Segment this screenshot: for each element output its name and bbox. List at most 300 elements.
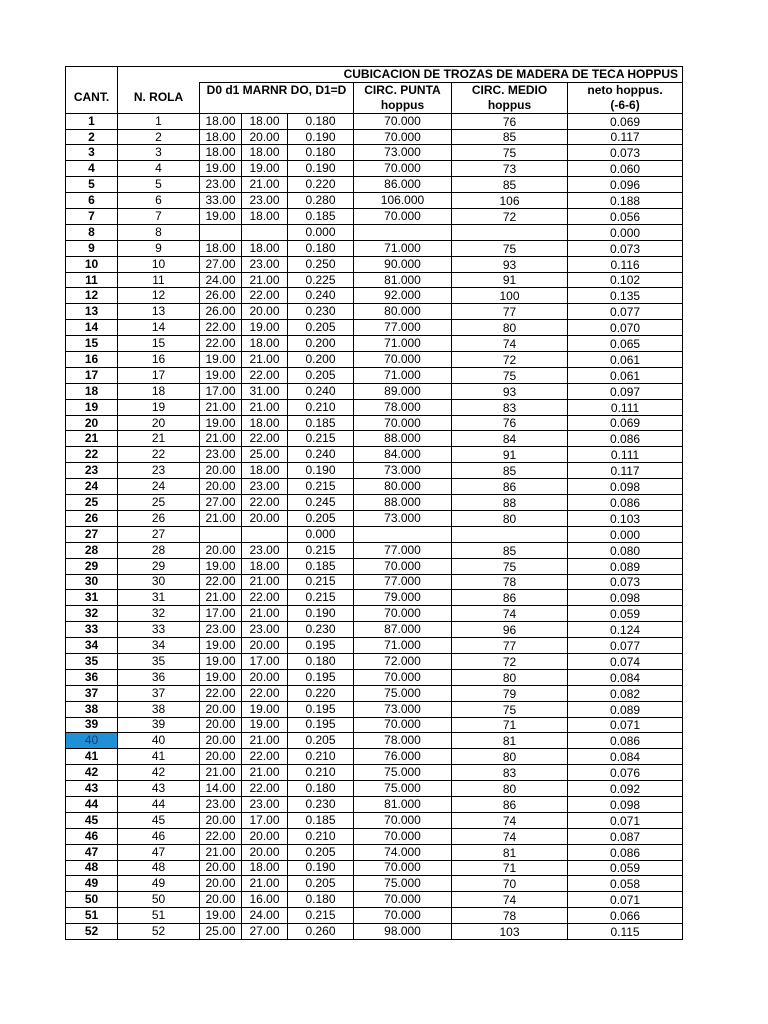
cell-neto[interactable]: 0.092 (568, 781, 683, 797)
cell-circ-medio[interactable]: 74 (452, 336, 568, 352)
cell-circ-medio[interactable]: 91 (452, 272, 568, 288)
cell-diam[interactable]: 0.215 (288, 908, 354, 924)
cell-d1[interactable]: 20.00 (242, 129, 288, 145)
cell-d0[interactable]: 19.00 (200, 669, 242, 685)
cell-circ-punta[interactable]: 70.000 (354, 669, 452, 685)
cell-cant[interactable]: 19 (66, 399, 118, 415)
cell-circ-medio[interactable]: 85 (452, 177, 568, 193)
cell-rola[interactable]: 30 (118, 574, 200, 590)
cell-diam[interactable]: 0.185 (288, 209, 354, 225)
cell-d1[interactable]: 27.00 (242, 924, 288, 940)
cell-cant[interactable]: 38 (66, 701, 118, 717)
cell-rola[interactable]: 39 (118, 717, 200, 733)
cell-circ-punta[interactable]: 71.000 (354, 367, 452, 383)
cell-diam[interactable]: 0.195 (288, 717, 354, 733)
cell-cant[interactable]: 34 (66, 638, 118, 654)
cell-neto[interactable]: 0.089 (568, 701, 683, 717)
cell-circ-medio[interactable]: 78 (452, 908, 568, 924)
cell-diam[interactable]: 0.215 (288, 542, 354, 558)
header-circ-punta-sub[interactable]: hoppus (354, 98, 452, 113)
cell-rola[interactable]: 33 (118, 622, 200, 638)
cell-circ-punta[interactable]: 75.000 (354, 685, 452, 701)
cell-rola[interactable]: 13 (118, 304, 200, 320)
cell-d1[interactable]: 22.00 (242, 431, 288, 447)
cell-neto[interactable]: 0.065 (568, 336, 683, 352)
cell-d1[interactable]: 21.00 (242, 352, 288, 368)
cell-circ-medio[interactable]: 71 (452, 717, 568, 733)
cell-d0[interactable]: 21.00 (200, 510, 242, 526)
cell-cant[interactable]: 6 (66, 193, 118, 209)
cell-d1[interactable]: 21.00 (242, 876, 288, 892)
cell-d1[interactable]: 22.00 (242, 590, 288, 606)
cell-d0[interactable]: 20.00 (200, 749, 242, 765)
cell-cant[interactable]: 52 (66, 924, 118, 940)
cell-cant[interactable]: 12 (66, 288, 118, 304)
cell-diam[interactable]: 0.195 (288, 638, 354, 654)
cell-neto[interactable]: 0.098 (568, 479, 683, 495)
cell-rola[interactable]: 16 (118, 352, 200, 368)
header-circ-medio-sub[interactable]: hoppus (452, 98, 568, 113)
cell-rola[interactable]: 44 (118, 796, 200, 812)
cell-circ-punta[interactable]: 70.000 (354, 352, 452, 368)
cell-circ-punta[interactable]: 70.000 (354, 209, 452, 225)
cell-circ-punta[interactable]: 80.000 (354, 304, 452, 320)
cell-d0[interactable]: 19.00 (200, 209, 242, 225)
cell-circ-medio[interactable]: 80 (452, 510, 568, 526)
cell-circ-punta[interactable]: 87.000 (354, 622, 452, 638)
cell-d0[interactable]: 19.00 (200, 638, 242, 654)
cell-cant[interactable]: 36 (66, 669, 118, 685)
cell-circ-punta[interactable]: 70.000 (354, 828, 452, 844)
cell-d1[interactable]: 23.00 (242, 479, 288, 495)
cell-d0[interactable]: 22.00 (200, 685, 242, 701)
cell-rola[interactable]: 52 (118, 924, 200, 940)
cell-rola[interactable]: 3 (118, 145, 200, 161)
cell-rola[interactable]: 21 (118, 431, 200, 447)
cell-circ-medio[interactable]: 72 (452, 653, 568, 669)
cell-d0[interactable]: 20.00 (200, 701, 242, 717)
cell-rola[interactable]: 50 (118, 892, 200, 908)
cell-cant[interactable]: 28 (66, 542, 118, 558)
cell-d0[interactable]: 20.00 (200, 717, 242, 733)
cell-neto[interactable]: 0.116 (568, 256, 683, 272)
cell-circ-punta[interactable]: 88.000 (354, 431, 452, 447)
cell-diam[interactable]: 0.260 (288, 924, 354, 940)
cell-circ-medio[interactable]: 80 (452, 669, 568, 685)
cell-cant[interactable]: 27 (66, 526, 118, 542)
cell-d0[interactable]: 17.00 (200, 606, 242, 622)
cell-d1[interactable]: 17.00 (242, 812, 288, 828)
cell-d1[interactable]: 20.00 (242, 638, 288, 654)
cell-neto[interactable]: 0.188 (568, 193, 683, 209)
cell-neto[interactable]: 0.056 (568, 209, 683, 225)
cell-neto[interactable]: 0.069 (568, 415, 683, 431)
cell-d0[interactable]: 19.00 (200, 352, 242, 368)
cell-rola[interactable]: 5 (118, 177, 200, 193)
cell-neto[interactable]: 0.098 (568, 590, 683, 606)
cell-d0[interactable]: 21.00 (200, 399, 242, 415)
sheet-title[interactable]: CUBICACION DE TROZAS DE MADERA DE TECA HOPPUS (200, 67, 683, 83)
cell-circ-medio[interactable]: 71 (452, 860, 568, 876)
header-rola[interactable]: N. ROLA (118, 82, 200, 113)
cell-circ-medio[interactable]: 73 (452, 161, 568, 177)
cell-neto[interactable]: 0.102 (568, 272, 683, 288)
cell-d0[interactable]: 20.00 (200, 892, 242, 908)
cell-neto[interactable]: 0.071 (568, 717, 683, 733)
cell-rola[interactable]: 28 (118, 542, 200, 558)
cell-d1[interactable]: 21.00 (242, 177, 288, 193)
cell-rola[interactable]: 48 (118, 860, 200, 876)
cell-diam[interactable]: 0.180 (288, 781, 354, 797)
cell-cant[interactable]: 30 (66, 574, 118, 590)
cell-rola[interactable]: 45 (118, 812, 200, 828)
cell-d0[interactable]: 26.00 (200, 304, 242, 320)
cell-circ-punta[interactable]: 77.000 (354, 574, 452, 590)
cell-circ-medio[interactable]: 80 (452, 749, 568, 765)
cell-circ-punta[interactable]: 71.000 (354, 336, 452, 352)
cell-cant[interactable]: 9 (66, 240, 118, 256)
cell-circ-medio[interactable]: 77 (452, 638, 568, 654)
cell-diam[interactable]: 0.185 (288, 558, 354, 574)
cell-rola[interactable]: 37 (118, 685, 200, 701)
cell-diam[interactable]: 0.250 (288, 256, 354, 272)
cell-d0[interactable]: 14.00 (200, 781, 242, 797)
cell-diam[interactable]: 0.205 (288, 733, 354, 749)
cell-d1[interactable]: 18.00 (242, 145, 288, 161)
cell-circ-medio[interactable]: 83 (452, 765, 568, 781)
cell-neto[interactable]: 0.073 (568, 574, 683, 590)
cell-cant[interactable]: 44 (66, 796, 118, 812)
cell-d0[interactable]: 22.00 (200, 574, 242, 590)
cell-neto[interactable]: 0.135 (568, 288, 683, 304)
cell-circ-punta[interactable]: 70.000 (354, 717, 452, 733)
cell-cant[interactable]: 31 (66, 590, 118, 606)
cell-diam[interactable]: 0.220 (288, 685, 354, 701)
cell-neto[interactable]: 0.097 (568, 383, 683, 399)
cell-d1[interactable]: 23.00 (242, 542, 288, 558)
cell-neto[interactable]: 0.124 (568, 622, 683, 638)
cell-circ-punta[interactable]: 78.000 (354, 733, 452, 749)
cell-rola[interactable]: 32 (118, 606, 200, 622)
cell-rola[interactable]: 9 (118, 240, 200, 256)
cell-circ-punta[interactable]: 70.000 (354, 113, 452, 129)
cell-rola[interactable]: 51 (118, 908, 200, 924)
cell-circ-medio[interactable]: 74 (452, 606, 568, 622)
header-neto-sub[interactable]: (-6-6) (568, 98, 683, 113)
cell-d1[interactable]: 18.00 (242, 336, 288, 352)
cell-circ-punta[interactable]: 79.000 (354, 590, 452, 606)
cell-d1[interactable]: 22.00 (242, 288, 288, 304)
blank-cell[interactable] (66, 67, 118, 83)
cell-cant[interactable]: 45 (66, 812, 118, 828)
cell-d1[interactable]: 20.00 (242, 828, 288, 844)
cell-rola[interactable]: 17 (118, 367, 200, 383)
cell-d1[interactable]: 23.00 (242, 796, 288, 812)
cell-circ-medio[interactable]: 93 (452, 256, 568, 272)
cell-d1[interactable]: 18.00 (242, 209, 288, 225)
cell-d1[interactable] (242, 224, 288, 240)
cell-rola[interactable]: 36 (118, 669, 200, 685)
cell-cant[interactable]: 46 (66, 828, 118, 844)
cell-d0[interactable]: 24.00 (200, 272, 242, 288)
cell-rola[interactable]: 49 (118, 876, 200, 892)
cell-circ-medio[interactable]: 75 (452, 701, 568, 717)
cell-circ-medio[interactable]: 76 (452, 415, 568, 431)
cell-circ-punta[interactable]: 70.000 (354, 558, 452, 574)
cell-diam[interactable]: 0.180 (288, 653, 354, 669)
cell-circ-medio[interactable]: 81 (452, 844, 568, 860)
cell-circ-medio[interactable]: 79 (452, 685, 568, 701)
cell-d0[interactable]: 23.00 (200, 622, 242, 638)
cell-diam[interactable]: 0.280 (288, 193, 354, 209)
cell-diam[interactable]: 0.220 (288, 177, 354, 193)
cell-circ-medio[interactable]: 100 (452, 288, 568, 304)
header-neto[interactable]: neto hoppus. (568, 82, 683, 97)
cell-circ-punta[interactable]: 73.000 (354, 145, 452, 161)
cell-neto[interactable]: 0.076 (568, 765, 683, 781)
cell-circ-punta[interactable]: 77.000 (354, 542, 452, 558)
cell-circ-punta[interactable]: 80.000 (354, 479, 452, 495)
cell-circ-punta[interactable]: 70.000 (354, 860, 452, 876)
cell-neto[interactable]: 0.059 (568, 606, 683, 622)
cell-d0[interactable]: 19.00 (200, 367, 242, 383)
cell-neto[interactable]: 0.070 (568, 320, 683, 336)
cell-neto[interactable]: 0.061 (568, 367, 683, 383)
cell-d0[interactable]: 21.00 (200, 431, 242, 447)
header-circ-medio[interactable]: CIRC. MEDIO (452, 82, 568, 97)
cell-circ-medio[interactable]: 75 (452, 240, 568, 256)
cell-diam[interactable]: 0.230 (288, 304, 354, 320)
cell-neto[interactable]: 0.111 (568, 399, 683, 415)
cell-circ-medio[interactable]: 84 (452, 431, 568, 447)
cell-diam[interactable]: 0.190 (288, 129, 354, 145)
cell-circ-medio[interactable]: 96 (452, 622, 568, 638)
cell-cant[interactable]: 15 (66, 336, 118, 352)
cell-circ-punta[interactable]: 86.000 (354, 177, 452, 193)
cell-diam[interactable]: 0.215 (288, 590, 354, 606)
cell-cant[interactable]: 33 (66, 622, 118, 638)
cell-d1[interactable]: 18.00 (242, 558, 288, 574)
cell-neto[interactable]: 0.061 (568, 352, 683, 368)
cell-rola[interactable]: 22 (118, 447, 200, 463)
cell-diam[interactable]: 0.185 (288, 812, 354, 828)
cell-d0[interactable]: 23.00 (200, 796, 242, 812)
cell-cant[interactable]: 17 (66, 367, 118, 383)
cell-d0[interactable]: 18.00 (200, 129, 242, 145)
cell-d0[interactable]: 20.00 (200, 812, 242, 828)
cell-cant[interactable]: 42 (66, 765, 118, 781)
cell-circ-punta[interactable]: 90.000 (354, 256, 452, 272)
cell-circ-punta[interactable]: 70.000 (354, 415, 452, 431)
cell-circ-medio[interactable]: 74 (452, 812, 568, 828)
cell-cant[interactable]: 50 (66, 892, 118, 908)
cell-circ-punta[interactable]: 75.000 (354, 765, 452, 781)
cell-d1[interactable]: 18.00 (242, 463, 288, 479)
cell-circ-medio[interactable]: 80 (452, 781, 568, 797)
cell-diam[interactable]: 0.190 (288, 463, 354, 479)
cell-circ-medio[interactable]: 85 (452, 463, 568, 479)
cell-diam[interactable]: 0.230 (288, 622, 354, 638)
cell-rola[interactable]: 7 (118, 209, 200, 225)
cell-cant[interactable]: 18 (66, 383, 118, 399)
cell-cant[interactable]: 23 (66, 463, 118, 479)
cell-circ-medio[interactable]: 78 (452, 574, 568, 590)
cell-d0[interactable] (200, 526, 242, 542)
cell-d1[interactable]: 19.00 (242, 161, 288, 177)
cell-neto[interactable]: 0.080 (568, 542, 683, 558)
cell-rola[interactable]: 11 (118, 272, 200, 288)
cell-diam[interactable]: 0.200 (288, 336, 354, 352)
cell-diam[interactable]: 0.240 (288, 447, 354, 463)
cell-circ-medio[interactable]: 76 (452, 113, 568, 129)
cell-neto[interactable]: 0.066 (568, 908, 683, 924)
cell-circ-punta[interactable]: 72.000 (354, 653, 452, 669)
cell-neto[interactable]: 0.086 (568, 844, 683, 860)
cell-d0[interactable]: 22.00 (200, 336, 242, 352)
cell-circ-punta[interactable]: 73.000 (354, 510, 452, 526)
cell-d0[interactable]: 21.00 (200, 844, 242, 860)
cell-diam[interactable]: 0.000 (288, 526, 354, 542)
cell-diam[interactable]: 0.000 (288, 224, 354, 240)
cell-d0[interactable]: 20.00 (200, 733, 242, 749)
cell-circ-punta[interactable] (354, 224, 452, 240)
cell-cant[interactable]: 2 (66, 129, 118, 145)
cell-rola[interactable]: 23 (118, 463, 200, 479)
cell-circ-medio[interactable]: 74 (452, 892, 568, 908)
cell-d1[interactable]: 19.00 (242, 717, 288, 733)
cell-rola[interactable]: 15 (118, 336, 200, 352)
cell-rola[interactable]: 40 (118, 733, 200, 749)
cell-neto[interactable]: 0.086 (568, 495, 683, 511)
cell-d1[interactable] (242, 526, 288, 542)
cell-d1[interactable]: 22.00 (242, 749, 288, 765)
blank-cell[interactable] (200, 98, 354, 113)
cell-circ-punta[interactable]: 92.000 (354, 288, 452, 304)
cell-diam[interactable]: 0.195 (288, 701, 354, 717)
cell-d0[interactable]: 22.00 (200, 320, 242, 336)
cell-diam[interactable]: 0.210 (288, 399, 354, 415)
cell-diam[interactable]: 0.215 (288, 479, 354, 495)
cell-cant[interactable]: 48 (66, 860, 118, 876)
cell-diam[interactable]: 0.195 (288, 669, 354, 685)
cell-diam[interactable]: 0.180 (288, 892, 354, 908)
cell-cant[interactable]: 24 (66, 479, 118, 495)
cell-cant[interactable]: 49 (66, 876, 118, 892)
cell-d1[interactable]: 18.00 (242, 415, 288, 431)
cell-d1[interactable]: 22.00 (242, 685, 288, 701)
cell-cant[interactable]: 4 (66, 161, 118, 177)
cell-circ-medio[interactable]: 74 (452, 828, 568, 844)
cell-diam[interactable]: 0.205 (288, 510, 354, 526)
cell-neto[interactable]: 0.074 (568, 653, 683, 669)
cell-circ-punta[interactable]: 73.000 (354, 701, 452, 717)
cell-cant[interactable]: 32 (66, 606, 118, 622)
cell-circ-medio[interactable]: 86 (452, 479, 568, 495)
cell-rola[interactable]: 43 (118, 781, 200, 797)
cell-rola[interactable]: 29 (118, 558, 200, 574)
cell-d1[interactable]: 25.00 (242, 447, 288, 463)
cell-cant[interactable]: 16 (66, 352, 118, 368)
cell-d1[interactable]: 17.00 (242, 653, 288, 669)
cell-diam[interactable]: 0.240 (288, 288, 354, 304)
cell-cant[interactable]: 11 (66, 272, 118, 288)
cell-d1[interactable]: 20.00 (242, 669, 288, 685)
cell-cant[interactable]: 29 (66, 558, 118, 574)
cell-rola[interactable]: 38 (118, 701, 200, 717)
header-cant[interactable]: CANT. (66, 82, 118, 113)
cell-d1[interactable]: 19.00 (242, 701, 288, 717)
cell-circ-punta[interactable]: 70.000 (354, 812, 452, 828)
cell-d0[interactable]: 21.00 (200, 765, 242, 781)
cell-rola[interactable]: 2 (118, 129, 200, 145)
cell-diam[interactable]: 0.205 (288, 320, 354, 336)
cell-d0[interactable]: 26.00 (200, 288, 242, 304)
cell-circ-medio[interactable] (452, 224, 568, 240)
cell-d1[interactable]: 19.00 (242, 320, 288, 336)
cell-neto[interactable]: 0.096 (568, 177, 683, 193)
cell-neto[interactable]: 0.084 (568, 669, 683, 685)
cell-d1[interactable]: 18.00 (242, 113, 288, 129)
cell-d0[interactable]: 19.00 (200, 653, 242, 669)
cell-d1[interactable]: 23.00 (242, 193, 288, 209)
cell-d1[interactable]: 18.00 (242, 860, 288, 876)
cell-diam[interactable]: 0.180 (288, 240, 354, 256)
cell-d1[interactable]: 23.00 (242, 256, 288, 272)
cell-circ-medio[interactable]: 75 (452, 145, 568, 161)
cell-d0[interactable]: 20.00 (200, 876, 242, 892)
cell-circ-medio[interactable]: 81 (452, 733, 568, 749)
cell-circ-punta[interactable]: 78.000 (354, 399, 452, 415)
cell-neto[interactable]: 0.087 (568, 828, 683, 844)
cell-circ-punta[interactable]: 75.000 (354, 876, 452, 892)
cell-d1[interactable]: 21.00 (242, 733, 288, 749)
cell-d1[interactable]: 23.00 (242, 622, 288, 638)
cell-diam[interactable]: 0.200 (288, 352, 354, 368)
cell-cant[interactable]: 21 (66, 431, 118, 447)
cell-d0[interactable] (200, 224, 242, 240)
cell-neto[interactable]: 0.059 (568, 860, 683, 876)
cell-neto[interactable]: 0.073 (568, 240, 683, 256)
cell-d1[interactable]: 21.00 (242, 606, 288, 622)
cell-circ-punta[interactable]: 71.000 (354, 638, 452, 654)
cell-neto[interactable]: 0.115 (568, 924, 683, 940)
cell-neto[interactable]: 0.086 (568, 431, 683, 447)
cell-circ-punta[interactable]: 88.000 (354, 495, 452, 511)
cell-rola[interactable]: 26 (118, 510, 200, 526)
blank-cell[interactable] (118, 67, 200, 83)
cell-cant[interactable]: 8 (66, 224, 118, 240)
cell-d0[interactable]: 20.00 (200, 542, 242, 558)
cell-diam[interactable]: 0.210 (288, 749, 354, 765)
cell-circ-punta[interactable]: 70.000 (354, 606, 452, 622)
cell-diam[interactable]: 0.210 (288, 828, 354, 844)
cell-cant[interactable]: 13 (66, 304, 118, 320)
cell-neto[interactable]: 0.071 (568, 892, 683, 908)
cell-rola[interactable]: 10 (118, 256, 200, 272)
cell-cant[interactable]: 20 (66, 415, 118, 431)
cell-rola[interactable]: 42 (118, 765, 200, 781)
cell-diam[interactable]: 0.215 (288, 574, 354, 590)
cell-circ-medio[interactable]: 83 (452, 399, 568, 415)
cell-rola[interactable]: 41 (118, 749, 200, 765)
cell-cant[interactable]: 1 (66, 113, 118, 129)
cell-cant[interactable]: 37 (66, 685, 118, 701)
cell-rola[interactable]: 27 (118, 526, 200, 542)
cell-neto[interactable]: 0.073 (568, 145, 683, 161)
cell-rola[interactable]: 47 (118, 844, 200, 860)
cell-circ-punta[interactable]: 106.000 (354, 193, 452, 209)
cell-circ-punta[interactable]: 70.000 (354, 129, 452, 145)
